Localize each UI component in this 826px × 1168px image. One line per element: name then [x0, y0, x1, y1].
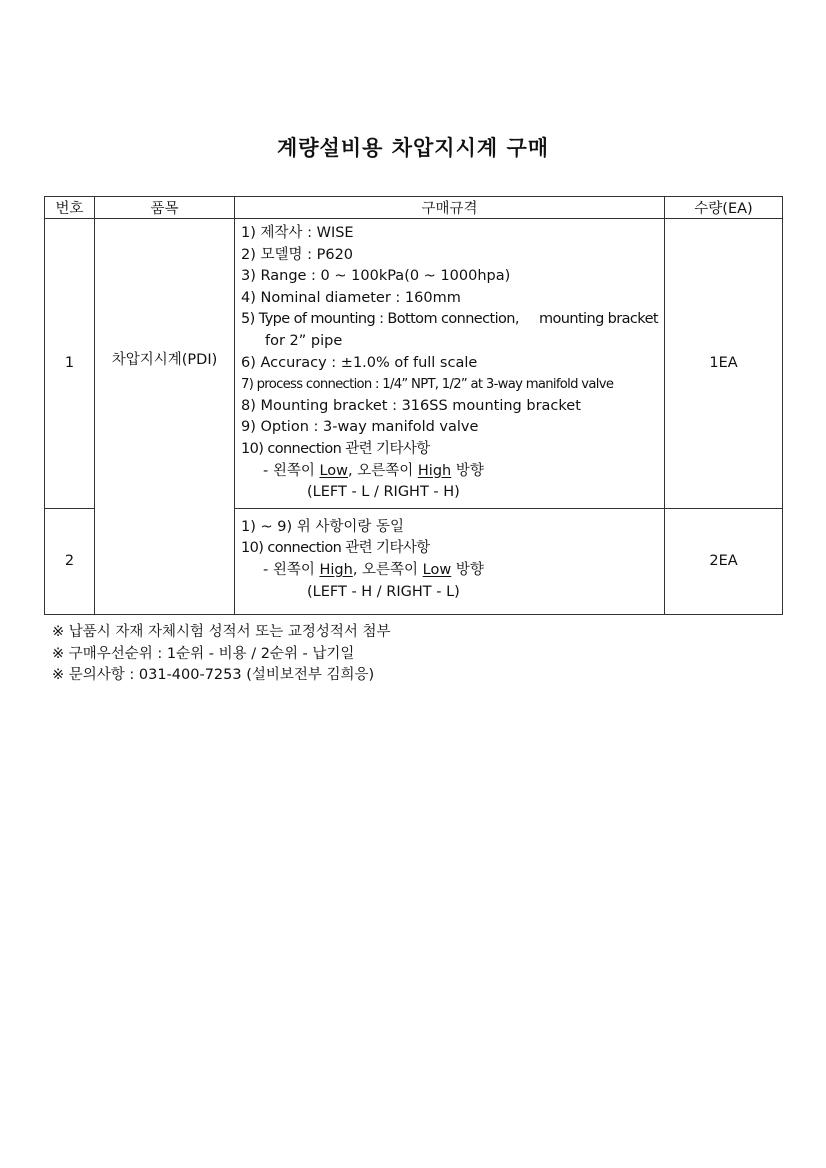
note-line: ※ 문의사항 : 031-400-7253 (설비보전부 김희응) — [52, 667, 375, 683]
direction-prefix: - 왼쪽이 — [263, 462, 320, 479]
row-quantity: 1EA — [665, 219, 783, 509]
spec-line — [241, 309, 658, 331]
spec-line-part: mounting bracket — [538, 311, 658, 328]
table-header-row — [45, 197, 783, 219]
table-row — [45, 219, 783, 509]
spec-line: 6) Accuracy : ±1.0% of full scale — [241, 354, 478, 371]
item-name-cell — [95, 219, 235, 615]
direction-left-value: Low — [319, 462, 349, 479]
spec-line: 1) ~ 9) 위 사항이랑 동일 — [241, 518, 405, 535]
direction-mid: , 오른쪽이 — [352, 561, 423, 578]
direction-note: (LEFT - L / RIGHT - H) — [307, 484, 460, 501]
spec-cell — [235, 219, 665, 509]
direction-prefix: - 왼쪽이 — [263, 561, 320, 578]
document-title: 계량설비용 차압지시계 구매 — [276, 136, 550, 160]
direction-suffix: 방향 — [451, 462, 484, 479]
spec-line: 8) Mounting bracket : 316SS mounting bracket — [241, 397, 581, 414]
direction-line — [241, 461, 658, 483]
spec-line: 4) Nominal diameter : 160mm — [241, 289, 461, 306]
header-spec: 구매규격 — [235, 197, 665, 219]
row-number: 2 — [45, 508, 95, 614]
purchase-spec-table — [44, 196, 783, 615]
header-item: 품목 — [95, 197, 235, 219]
spec-line: for 2” pipe — [265, 332, 343, 349]
note-line: ※ 구매우선순위 : 1순위 - 비용 / 2순위 - 납기일 — [52, 645, 355, 662]
header-number: 번호 — [45, 197, 95, 219]
direction-mid: , 오른쪽이 — [348, 462, 418, 479]
header-quantity: 수량(EA) — [665, 197, 783, 219]
row-quantity: 2EA — [665, 508, 783, 614]
direction-left-value: High — [319, 561, 353, 578]
direction-suffix: 방향 — [451, 561, 484, 578]
spec-line: 10) connection 관련 기타사항 — [241, 540, 430, 557]
spec-line: 7) process connection : 1/4” NPT, 1/2” at 3-way manifold valve — [241, 377, 614, 393]
spec-line: 1) 제작사 : WISE — [241, 225, 354, 241]
direction-note: (LEFT - H / RIGHT - L) — [307, 583, 460, 600]
spec-line: 10) connection 관련 기타사항 — [241, 440, 430, 457]
row-number: 1 — [45, 219, 95, 509]
direction-right-value: Low — [422, 561, 452, 578]
spec-line: 3) Range : 0 ~ 100kPa(0 ~ 1000hpa) — [241, 268, 511, 285]
spec-line: 2) 모델명 : P620 — [241, 246, 354, 263]
spec-line-part: 5) Type of mounting : Bottom connection, — [241, 311, 519, 328]
direction-line — [241, 560, 658, 582]
item-name: 차압지시계(PDI) — [111, 351, 218, 368]
spec-line: 9) Option : 3-way manifold valve — [241, 419, 479, 436]
direction-right-value: High — [417, 462, 452, 479]
notes-section — [52, 622, 391, 687]
note-line: ※ 납품시 자재 자체시험 성적서 또는 교정성적서 첨부 — [52, 624, 391, 640]
spec-cell — [235, 508, 665, 614]
